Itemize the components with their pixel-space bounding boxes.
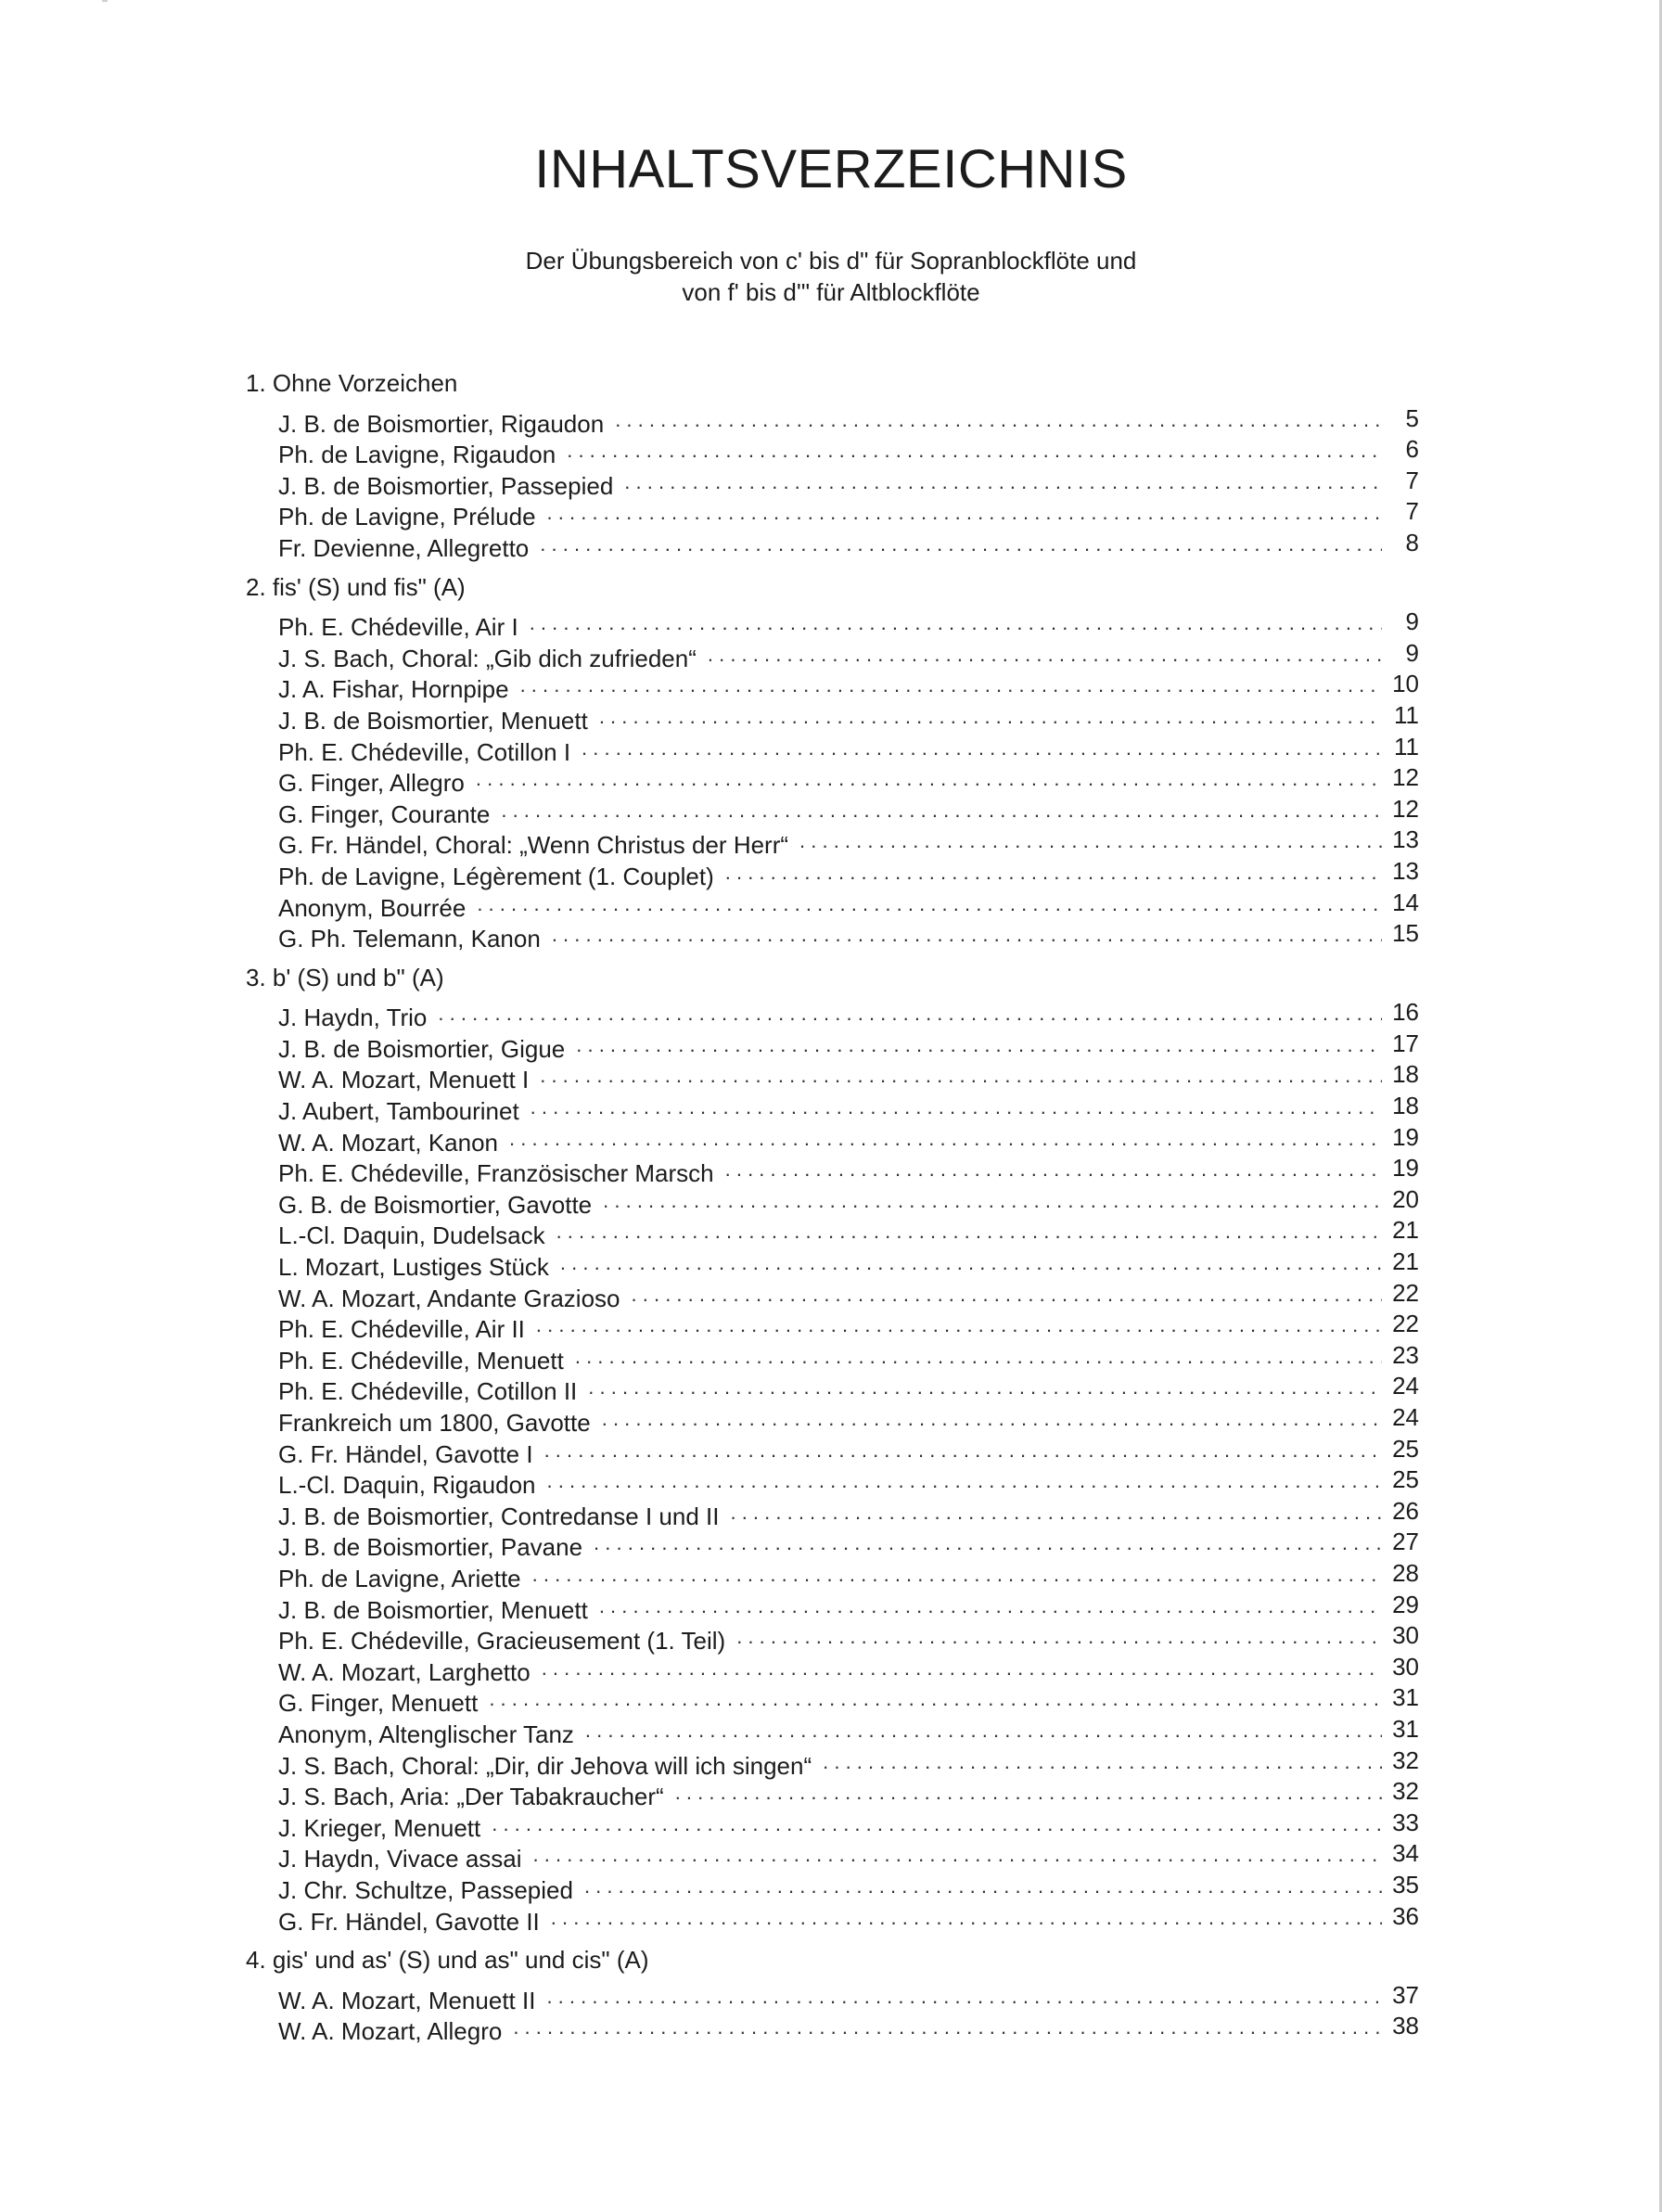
dot-leader [540, 529, 1382, 560]
entry-title: J. B. de Boismortier, Menuett [278, 1595, 588, 1624]
entry-title: Frankreich um 1800, Gavotte [278, 1409, 591, 1437]
entry-title: J. B. de Boismortier, Rigaudon [278, 409, 605, 438]
page-number: 24 [1392, 1403, 1419, 1431]
toc-section [246, 368, 1419, 565]
dot-leader [513, 2012, 1382, 2043]
dot-leader [544, 1435, 1382, 1466]
dot-leader [489, 1683, 1382, 1715]
page-number: 9 [1405, 638, 1419, 667]
entry-title: J. S. Bach, Choral: „Gib dich zufrieden“ [278, 644, 697, 672]
page-number: 9 [1405, 607, 1419, 636]
entry-title: Ph. E. Chédeville, Cotillon II [278, 1377, 578, 1406]
dot-leader [675, 1777, 1382, 1809]
dot-leader [540, 1060, 1382, 1092]
table-of-contents [246, 368, 1419, 2055]
entry-title: G. Finger, Courante [278, 799, 491, 828]
page-number: 38 [1392, 2012, 1419, 2040]
dot-leader [536, 1310, 1382, 1341]
entry-title: J. Aubert, Tambourinet [278, 1097, 519, 1126]
page-number: 22 [1392, 1278, 1419, 1307]
dot-leader [602, 1403, 1382, 1435]
entry-title: W. A. Mozart, Kanon [278, 1128, 498, 1157]
entry-title: Ph. E. Chédeville, Menuett [278, 1346, 564, 1375]
dot-leader [438, 998, 1382, 1029]
page-number: 11 [1394, 732, 1419, 761]
entry-title: L.-Cl. Daquin, Rigaudon [278, 1471, 536, 1500]
dot-leader [585, 1715, 1382, 1746]
subtitle-line-2: von f' bis d'" für Altblockflöte [682, 278, 980, 306]
section-heading: 3. b' (S) und b" (A) [246, 963, 444, 991]
entry-list [278, 1980, 1419, 2048]
entry-title: Ph. de Lavigne, Légèrement (1. Couplet) [278, 862, 714, 890]
entry-title: Ph. E. Chédeville, Air II [278, 1315, 525, 1344]
page-number: 31 [1392, 1683, 1419, 1712]
dot-leader [520, 670, 1382, 701]
entry-title: G. B. de Boismortier, Gavotte [278, 1190, 593, 1219]
dot-leader [533, 1839, 1382, 1871]
page-number: 32 [1392, 1777, 1419, 1806]
entry-title: J. Haydn, Vivace assai [278, 1845, 522, 1873]
entry-title: J. B. de Boismortier, Menuett [278, 706, 588, 735]
dot-leader [532, 1559, 1382, 1591]
page-number: 27 [1392, 1528, 1419, 1556]
page-number: 19 [1392, 1122, 1419, 1151]
dot-leader [632, 1279, 1382, 1311]
entry-title: Ph. de Lavigne, Ariette [278, 1564, 521, 1592]
entry-title: W. A. Mozart, Allegro [278, 2017, 503, 2046]
page-number: 18 [1392, 1060, 1419, 1089]
page-number: 22 [1392, 1310, 1419, 1338]
toc-entry [278, 919, 1419, 955]
entry-title: Ph. E. Chédeville, Gracieusement (1. Teil) [278, 1627, 726, 1656]
dot-leader [547, 497, 1382, 529]
dot-leader [576, 1029, 1382, 1061]
toc-section [246, 963, 1419, 1937]
page-number: 8 [1405, 528, 1419, 556]
page-number: 23 [1392, 1340, 1419, 1369]
dot-leader [531, 1092, 1382, 1123]
page-number: 37 [1392, 1980, 1419, 2009]
entry-title: J. Krieger, Menuett [278, 1813, 481, 1842]
entry-title: Anonym, Altenglischer Tanz [278, 1720, 574, 1748]
page-number: 17 [1392, 1029, 1419, 1057]
page-number: 34 [1392, 1839, 1419, 1868]
page-number: 13 [1392, 825, 1419, 854]
toc-section [246, 1945, 1419, 2048]
dot-leader [582, 733, 1382, 764]
page-number: 12 [1392, 763, 1419, 792]
page-number: 13 [1392, 856, 1419, 885]
dot-leader [556, 1216, 1382, 1247]
dot-leader [599, 1591, 1382, 1622]
entry-title: G. Fr. Händel, Gavotte I [278, 1439, 533, 1468]
dot-leader [725, 1154, 1382, 1185]
page-number: 30 [1392, 1621, 1419, 1650]
page-number: 7 [1405, 466, 1419, 494]
dot-leader [575, 1341, 1382, 1373]
page-number: 18 [1392, 1092, 1419, 1120]
entry-title: W. A. Mozart, Menuett II [278, 1986, 536, 2014]
dot-leader [546, 1981, 1382, 2013]
page-number: 16 [1392, 998, 1419, 1027]
page-number: 25 [1392, 1434, 1419, 1463]
dot-leader [799, 825, 1382, 857]
entry-title: Ph. E. Chédeville, Cotillon I [278, 737, 571, 766]
page-number: 19 [1392, 1154, 1419, 1183]
subtitle [0, 245, 1662, 308]
page-number: 11 [1394, 700, 1419, 729]
dot-leader [594, 1528, 1382, 1559]
page-number: 10 [1392, 670, 1419, 698]
page-number: 15 [1392, 919, 1419, 948]
dot-leader [477, 889, 1382, 920]
dot-leader [599, 701, 1382, 733]
entry-title: W. A. Mozart, Menuett I [278, 1066, 530, 1094]
page-number: 30 [1392, 1652, 1419, 1681]
dot-leader [501, 795, 1382, 826]
entry-title: J. B. de Boismortier, Passepied [278, 471, 614, 500]
dot-leader [736, 1621, 1382, 1653]
dot-leader [530, 607, 1382, 639]
dot-leader [615, 404, 1382, 436]
section-heading: 4. gis' und as' (S) und as" und cis" (A) [246, 1946, 649, 1975]
toc-entry [278, 2012, 1419, 2048]
toc-entry [278, 528, 1419, 565]
page-number: 33 [1392, 1808, 1419, 1836]
entry-title: G. Fr. Händel, Gavotte II [278, 1907, 540, 1936]
entry-title: J. Chr. Schultze, Passepied [278, 1875, 573, 1904]
page-number: 14 [1392, 888, 1419, 916]
entry-title: J. B. de Boismortier, Gigue [278, 1034, 566, 1063]
page-number: 7 [1405, 497, 1419, 526]
entry-title: J. B. de Boismortier, Pavane [278, 1533, 583, 1562]
entry-list [278, 998, 1419, 1937]
page-number: 21 [1392, 1216, 1419, 1245]
dot-leader [584, 1871, 1382, 1902]
entry-title: Ph. de Lavigne, Rigaudon [278, 441, 556, 469]
entry-title: J. S. Bach, Aria: „Der Tabakraucher“ [278, 1783, 664, 1811]
entry-title: Fr. Devienne, Allegretto [278, 533, 530, 562]
dot-leader [823, 1746, 1382, 1778]
dot-leader [730, 1497, 1382, 1528]
page-number: 32 [1392, 1745, 1419, 1774]
dot-leader [708, 639, 1382, 671]
entry-title: G. Finger, Allegro [278, 769, 465, 798]
dot-leader [725, 857, 1382, 889]
page-number: 28 [1392, 1558, 1419, 1587]
page-number: 31 [1392, 1714, 1419, 1743]
page-number: 35 [1392, 1870, 1419, 1899]
dot-leader [547, 1465, 1383, 1497]
subtitle-line-1: Der Übungsbereich von c' bis d" für Sopranblockflöte und [525, 247, 1137, 275]
page-number: 26 [1392, 1496, 1419, 1525]
dot-leader [560, 1247, 1382, 1279]
entry-title: G. Ph. Telemann, Kanon [278, 925, 541, 953]
page-title: INHALTSVERZEICHNIS [534, 139, 1128, 199]
dot-leader [509, 1123, 1382, 1155]
dot-leader [588, 1372, 1382, 1403]
dot-leader [567, 435, 1382, 467]
page-number: 12 [1392, 794, 1419, 823]
section-heading: 1. Ohne Vorzeichen [246, 369, 458, 397]
page-number: 24 [1392, 1372, 1419, 1400]
page-number: 25 [1392, 1465, 1419, 1494]
entry-title: L.-Cl. Daquin, Dudelsack [278, 1221, 545, 1250]
toc-entry [278, 1901, 1419, 1938]
entry-title: W. A. Mozart, Andante Grazioso [278, 1284, 620, 1312]
entry-title: J. B. de Boismortier, Contredanse I und II [278, 1502, 720, 1530]
scan-mark [102, 0, 108, 2]
entry-title: G. Fr. Händel, Choral: „Wenn Christus der Herr“ [278, 831, 789, 860]
entry-title: Anonym, Bourrée [278, 893, 467, 922]
section-heading: 2. fis' (S) und fis" (A) [246, 572, 466, 601]
page-number: 20 [1392, 1184, 1419, 1213]
entry-list [278, 403, 1419, 565]
dot-leader [542, 1653, 1382, 1684]
dot-leader [603, 1185, 1382, 1217]
dot-leader [492, 1809, 1382, 1840]
entry-title: Ph. E. Chédeville, Air I [278, 613, 518, 642]
entry-title: Ph. de Lavigne, Prélude [278, 503, 536, 531]
dot-leader [476, 763, 1382, 795]
toc-section [246, 572, 1419, 955]
dot-leader [552, 919, 1382, 951]
entry-title: J. Haydn, Trio [278, 1004, 428, 1032]
entry-title: J. S. Bach, Choral: „Dir, dir Jehova will ich singen“ [278, 1751, 812, 1780]
entry-title: Ph. E. Chédeville, Französischer Marsch [278, 1159, 714, 1188]
dot-leader [551, 1902, 1382, 1934]
page-number: 6 [1405, 435, 1419, 464]
entry-title: G. Finger, Menuett [278, 1689, 479, 1718]
page-number: 29 [1392, 1590, 1419, 1618]
entry-title: W. A. Mozart, Larghetto [278, 1657, 531, 1686]
page-number: 36 [1392, 1901, 1419, 1930]
dot-leader [624, 467, 1382, 498]
page-number: 5 [1405, 403, 1419, 432]
entry-list [278, 607, 1419, 955]
page-number: 21 [1392, 1247, 1419, 1276]
entry-title: J. A. Fishar, Hornpipe [278, 675, 509, 704]
entry-title: L. Mozart, Lustiges Stück [278, 1253, 549, 1282]
